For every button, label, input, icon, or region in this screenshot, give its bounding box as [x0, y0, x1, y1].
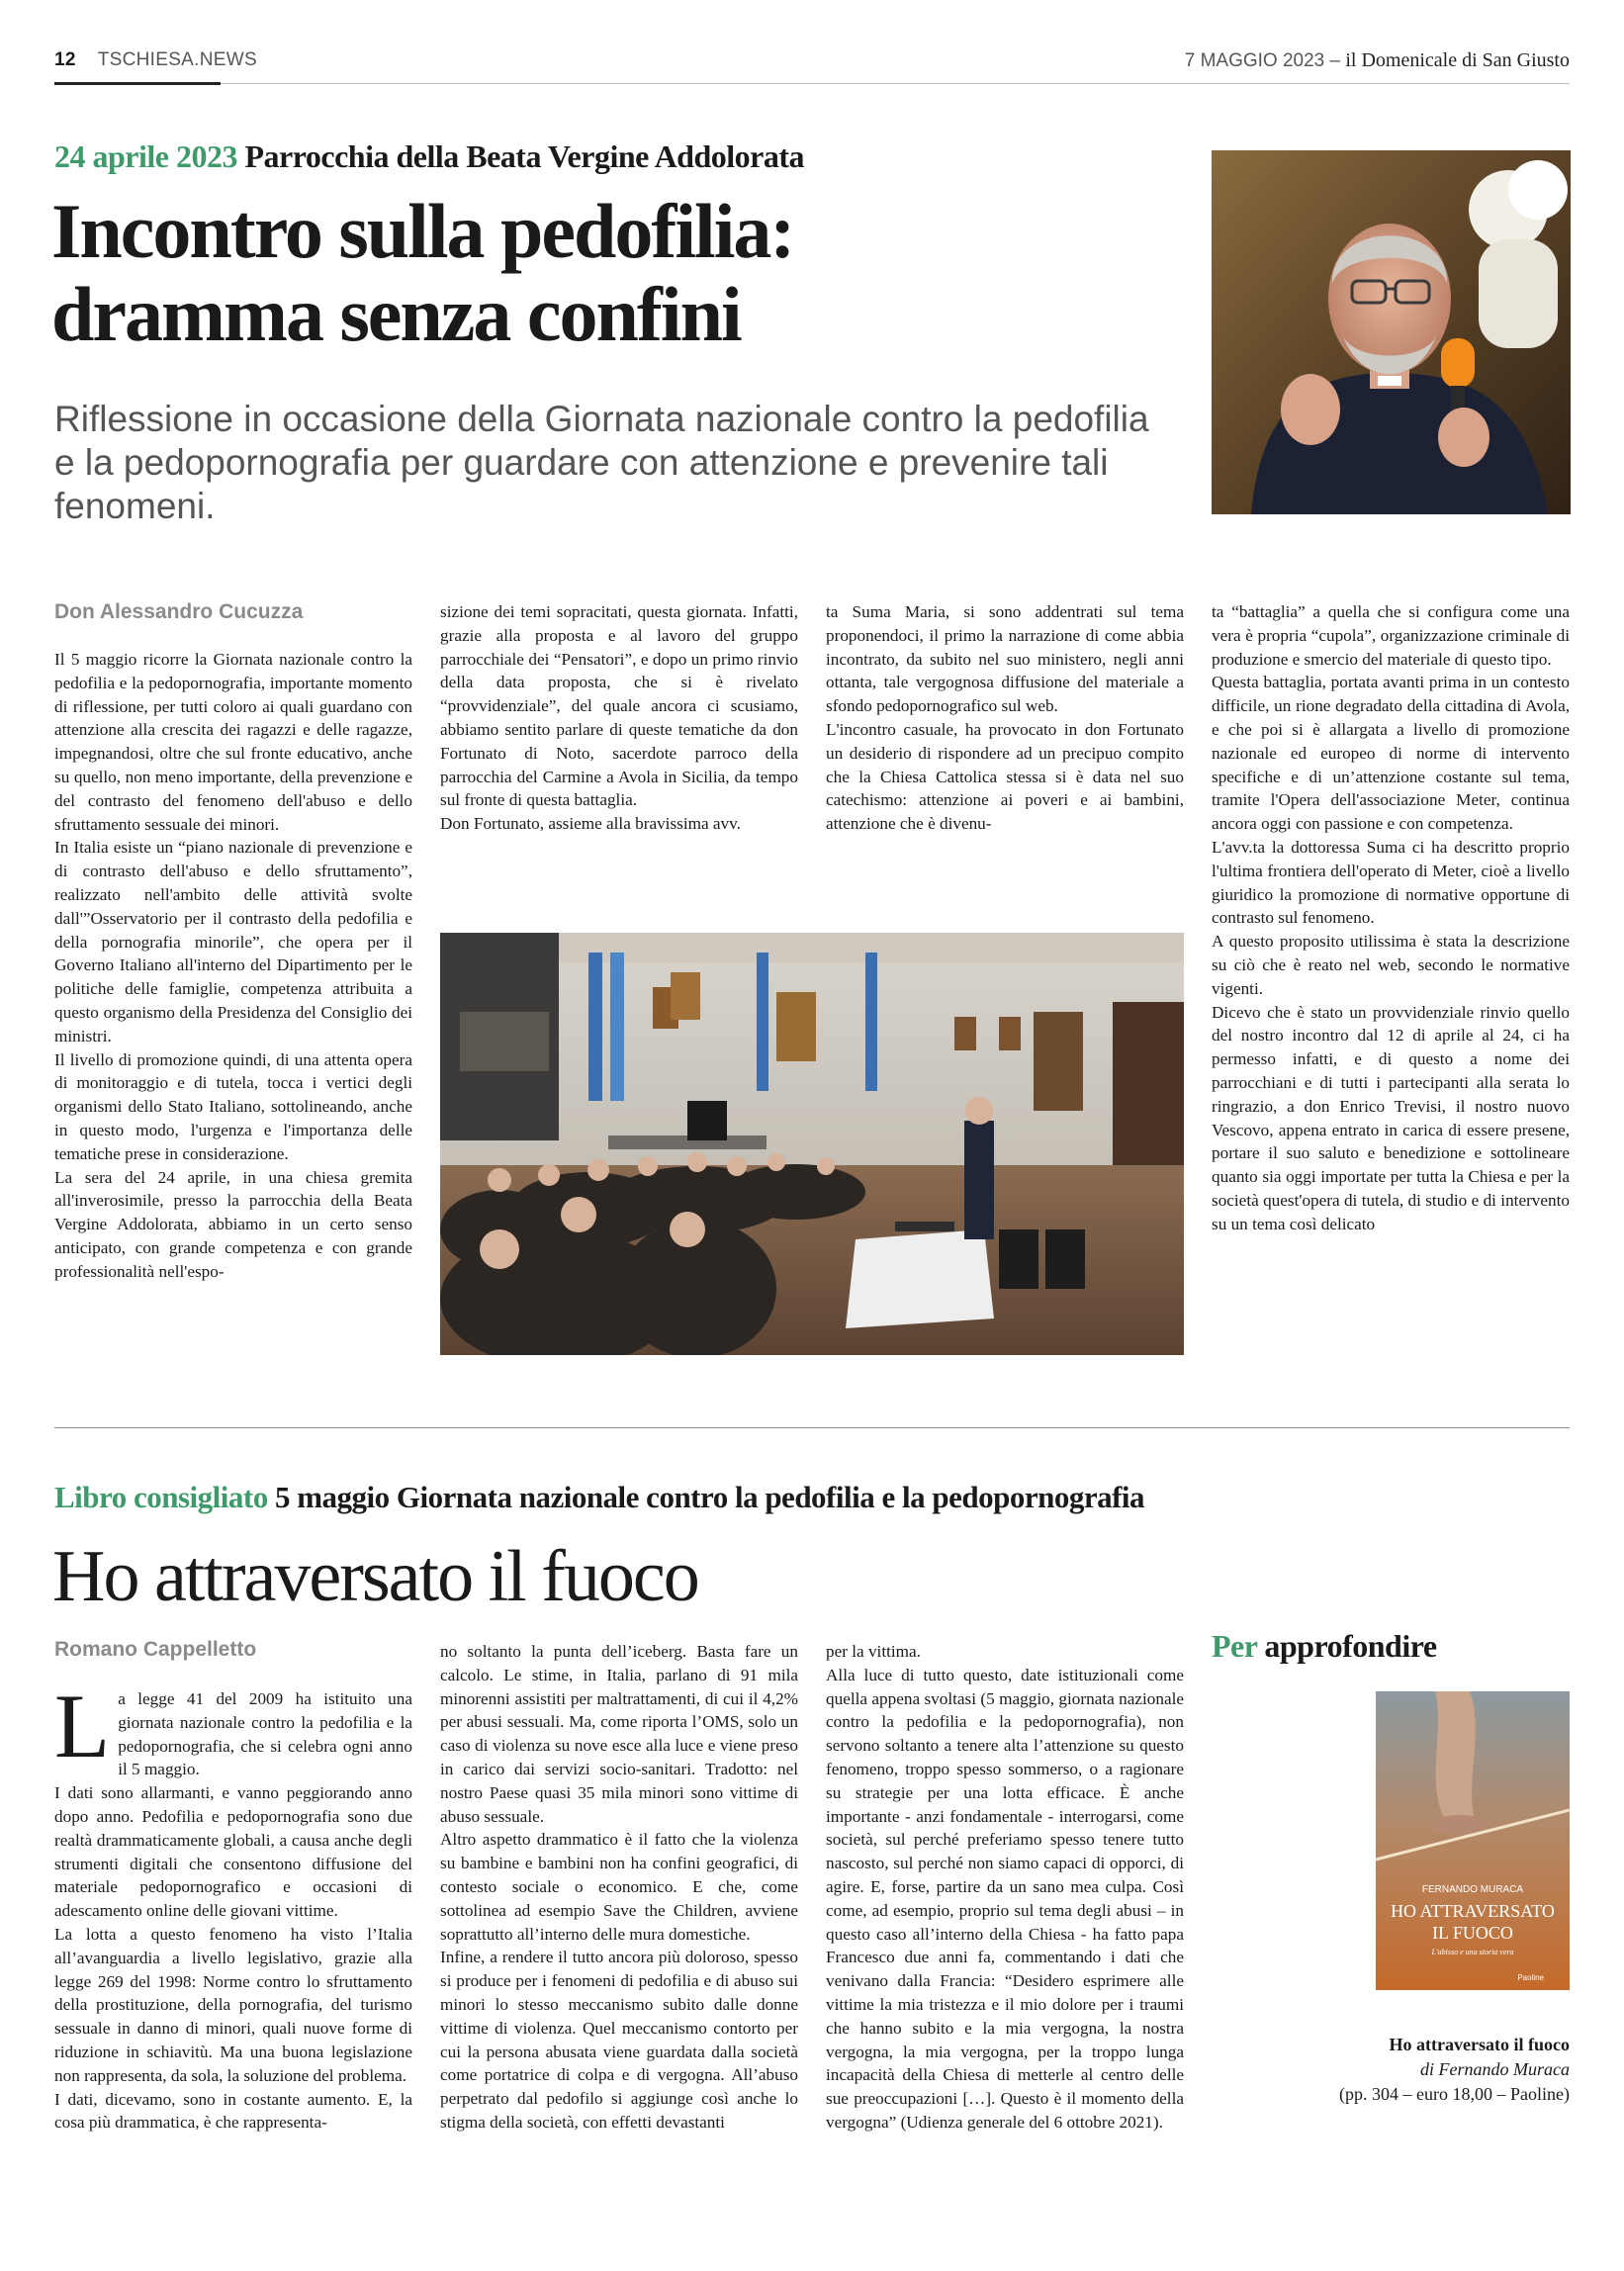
- paragraph: Don Fortunato, assieme alla bravissima avv.: [440, 814, 741, 834]
- article1-title: [51, 190, 1179, 356]
- book-cover-title-line1: HO ATTRAVERSATO: [1391, 1901, 1555, 1921]
- article1-kicker: [54, 138, 804, 175]
- header-right: [1185, 49, 1570, 72]
- paragraph: La lotta a questo fenomeno ha visto l’Italia all’avanguardia a livello legislativo, grazie alla legge 269 del 1998: Norme contro lo sfruttamento della prostituzione, della pornografia, del turismo sessuale in danno di minori, quali nuove forme di riduzione in schiavitù. Ma una buona legislazione non rappresenta, da sola, la soluzione del problema.: [54, 1924, 412, 2085]
- article1-column-2: [440, 600, 798, 836]
- priest-photo-illustration: [1212, 150, 1571, 514]
- book-caption: [1212, 2033, 1570, 2107]
- article1-kicker-date: 24 aprile 2023: [54, 138, 237, 174]
- book-caption-details: (pp. 304 – euro 18,00 – Paoline): [1339, 2084, 1570, 2104]
- book-cover-title-line2: IL FUOCO: [1432, 1923, 1513, 1943]
- paragraph: Infine, a rendere il tutto ancora più doloroso, spesso si produce per i fenomeni di pedofilia e di abuso sui minori lo stesso meccanismo subito dalle donne vittime di violenza. Quel meccanismo contorto per cui la persona abusata viene guardata dalla società come portatrice di colpa e di vergogna. All’abuso perpetrato dal pedofilo si aggiunge così anche lo stigma della società, con effetti devastanti: [440, 1948, 798, 2132]
- paragraph: Alla luce di tutto questo, date istituzionali come quella appena svoltasi (5 maggio, giornata nazionale contro la pedofilia e la pedopornografia), non servono soltanto a tenere alta l’attenzione su questo fenomeno, troppo spesso sommerso, o a ragionare su strategie per una lotta efficace. È anche importante - anzi fondamentale - interrogarsi, come società, sul perché preferiamo spesso tenere tutto nascosto, sul perché non siamo capaci di opporci, di agire. E, forse, partire da un sano mea culpa. Così come, ad esempio, proprio sul tema degli abusi – in questo caso all’interno della Chiesa - ha fatto papa Francesco due anni fa, commentando i dati che venivano dalla Francia: “Desidero esprimere alle vittime la mia tristezza e il mio dolore per i traumi che hanno subito e la mia vergogna, la nostra vergogna, la mia vergogna, per la troppo lunga incapacità della Chiesa di metterle al centro delle sue preoccupazioni […]. Questo è il momento della vergogna” (Udienza generale del 6 ottobre 2021).: [826, 1665, 1184, 2132]
- article1-column-1: [54, 648, 412, 1284]
- paragraph: L'avv.ta la dottoressa Suma ci ha descritto proprio l'ultima frontiera dell'operato di Meter, cioè a livello giuridico la promozione di normative opportune di contrasto sul fenomeno.: [1212, 837, 1570, 928]
- article1-kicker-place: Parrocchia della Beata Vergine Addolorata: [244, 138, 805, 174]
- section-divider: [54, 1427, 1570, 1428]
- article1-column-3: [826, 600, 1184, 836]
- article2-kicker-text: 5 maggio Giornata nazionale contro la pedofilia e la pedopornografia: [274, 1480, 1145, 1514]
- paragraph: La sera del 24 aprile, in una chiesa gremita all'inverosimile, presso la parrocchia della Beata Vergine Addolorata, abbiamo in un certo senso anticipato, con grande competenza e con grande professionalità nell'espo-: [54, 1167, 412, 1281]
- book-cover[interactable]: [1376, 1691, 1570, 1990]
- sidebar-title-dark: approfondire: [1264, 1628, 1437, 1664]
- paragraph: ta Suma Maria, si sono addentrati sul tema proponendoci, il primo la narrazione di come abbia incontrato, da subito nel suo ministero, negli anni ottanta, tale vergognosa diffusione del materiale a sfondo pedopornografico sul web.: [826, 602, 1184, 716]
- article2-column-2: [440, 1640, 798, 2135]
- paragraph: sizione dei temi sopracitati, questa giornata. Infatti, grazie alla proposta e al lavoro del gruppo parrocchiale dei “Pensatori”, e dopo un primo rinvio della data proposta, che si è rivelato “provvidenziale”, del quale ancora ci scusiamo, abbiamo sentito parlare di queste tematiche da don Fortunato di Noto, sacerdote parroco della parrocchia del Carmine a Avola in Sicilia, da tempo sul fronte di questa battaglia.: [440, 602, 798, 810]
- sidebar-title-green: Per: [1212, 1628, 1257, 1664]
- book-cover-author-text: FERNANDO MURACA: [1421, 1884, 1524, 1895]
- paragraph: Questa battaglia, portata avanti prima in un contesto difficile, un rione degradato della cittadina di Avola, e che poi si è allargata a livello di promozione nazionale ed europeo di norme di intervento specifiche e di un’attenzione costante sul tema, tramite l'Opera dell'associazione Meter, continua ancora oggi con passione e con competenza.: [1212, 673, 1570, 834]
- paragraph: [54, 1676, 412, 1781]
- article2-kicker: [54, 1480, 1144, 1515]
- sidebar-title: [1212, 1628, 1437, 1665]
- priest-photo: [1212, 150, 1571, 514]
- paragraph: I dati, dicevamo, sono in costante aumento. E, la cosa più drammatica, è che rappresenta-: [54, 2089, 412, 2133]
- paragraph: Altro aspetto drammatico è il fatto che la violenza su bambine e bambini non ha confini geografici, di contesto sociale o economico. E che, come sottolinea ad esempio Save the Children, avviene soprattutto all’interno delle mura domestiche.: [440, 1830, 798, 1944]
- header-left: [54, 49, 257, 71]
- book-cover-illustration: [1376, 1691, 1570, 1990]
- issue-date: 7 MAGGIO 2023 –: [1184, 50, 1341, 71]
- article2-column-3: [826, 1640, 1184, 2135]
- book-cover-publisher: Paoline: [1517, 1973, 1544, 1982]
- article2-title: Ho attraversato il fuoco: [52, 1536, 698, 1617]
- paragraph: L'incontro casuale, ha provocato in don Fortunato un desiderio di rispondere ad un precipuo compito che la Chiesa Cattolica stessa si è data nel suo catechismo: attenzione ai poveri e ai bambini, attenzione che è divenu-: [826, 719, 1184, 834]
- paragraph: A questo proposito utilissima è stata la descrizione su ciò che è reato nel web, secondo le normative vigenti.: [1212, 932, 1570, 998]
- header-divider-accent: [54, 82, 221, 85]
- book-cover-subtitle: L'abisso e una storia vera: [1431, 1948, 1514, 1956]
- book-caption-title: Ho attraversato il fuoco: [1389, 2035, 1570, 2054]
- article1-author: Don Alessandro Cucuzza: [54, 600, 304, 623]
- paragraph: per la vittima.: [826, 1642, 921, 1661]
- paragraph: ta “battaglia” a quella che si configura come una vera è propria “cupola”, organizzazione criminale di produzione e smercio del materiale di questo tipo.: [1212, 602, 1570, 669]
- paragraph: I dati sono allarmanti, e vanno peggiorando anno dopo anno. Pedofilia e pedopornografia sono due realtà drammaticamente globali, a causa anche degli strumenti digitali che consentono diffusione del materiale pedopornografico e occasioni di adescamento online delle giovani vittime.: [54, 1783, 412, 1921]
- article2-author: Romano Cappelletto: [54, 1638, 257, 1661]
- church-meeting-illustration: [440, 933, 1184, 1355]
- paragraph: Il 5 maggio ricorre la Giornata nazionale contro la pedofilia e la pedopornografia, importante momento di riflessione, per tutti coloro ai quali guardano con attenzione alla crescita dei ragazzi e delle ragazze, impegnandosi, oltre che sul fronte educativo, anche su quello, non meno importante, della prevenzione e del contrasto del fenomeno dell'abuso e dello sfruttamento sessuale dei minori.: [54, 650, 412, 834]
- site-name[interactable]: TSCHIESA.NEWS: [97, 49, 257, 70]
- page-number: 12: [54, 49, 76, 70]
- article1-subtitle: Riflessione in occasione della Giornata nazionale contro la pedofilia e la pedopornografia per guardare con attenzione e prevenire tali fenomeni.: [54, 399, 1149, 526]
- article1-column-4: [1212, 600, 1570, 1236]
- article1-title-line2: dramma senza confini: [51, 271, 741, 357]
- book-caption-author: di Fernando Muraca: [1420, 2059, 1570, 2079]
- header-divider: [54, 83, 1570, 84]
- paragraph: In Italia esiste un “piano nazionale di prevenzione e di contrasto dell'abuso e dello sfruttamento”, realizzato nell'ambito delle attività svolte dall'”Osservatorio per il contrasto della pedofilia e della pornografia minorile”, che opera per il Governo Italiano all'interno del Dipartimento per le politiche delle famiglie, competenza attribuita a questo organismo della Presidenza del Consiglio dei ministri.: [54, 838, 412, 1045]
- drop-cap: L: [54, 1676, 111, 1776]
- paragraph: Dicevo che è stato un provvidenziale rinvio quello del nostro incontro dal 12 di aprile al 24, ci ha permesso infatti, e di questo a nome dei parrocchiani e di tutti i partecipanti alla serata lo ringrazio, a don Enrico Trevisi, il nostro nuovo Vescovo, appena entrato in carica di essere presene, portare il suo saluto e benedizione e sottolineare quanto sia oggi importate per tutta la Chiesa e per la società quest'opera di tutela, di studio e di intervento su un tema così delicato: [1212, 1002, 1570, 1233]
- publication-name: il Domenicale di San Giusto: [1345, 49, 1570, 71]
- article2-kicker-label: Libro consigliato: [54, 1480, 268, 1514]
- paragraph-text: a legge 41 del 2009 ha istituito una giornata nazionale contro la pedofilia e la pedopornografia, che si celebra ogni anno il 5 maggio.: [118, 1689, 412, 1779]
- paragraph: no soltanto la punta dell’iceberg. Basta fare un calcolo. Le stime, in Italia, parlano di 91 mila minorenni assistiti per maltrattamenti, di cui il 4,2% per abusi sessuali. Ma, come riporta l’OMS, solo un caso di violenza su nove esce alla luce e viene preso in carico dai servizi socio-sanitari. Tradotto: nel nostro Paese quasi 35 mila minori sono vittime di abuso sessuale.: [440, 1642, 798, 1826]
- article2-column-1: [54, 1676, 412, 2135]
- article1-title-line1: Incontro sulla pedofilia:: [51, 188, 794, 274]
- paragraph: Il livello di promozione quindi, di una attenta opera di monitoraggio e di tutela, tocca i vertici degli organismi dello Stato Italiano, sottolineando, anche in questo modo, l'urgenza e l'importanza delle tematiche prese in considerazione.: [54, 1049, 412, 1163]
- church-meeting-photo: [440, 933, 1184, 1355]
